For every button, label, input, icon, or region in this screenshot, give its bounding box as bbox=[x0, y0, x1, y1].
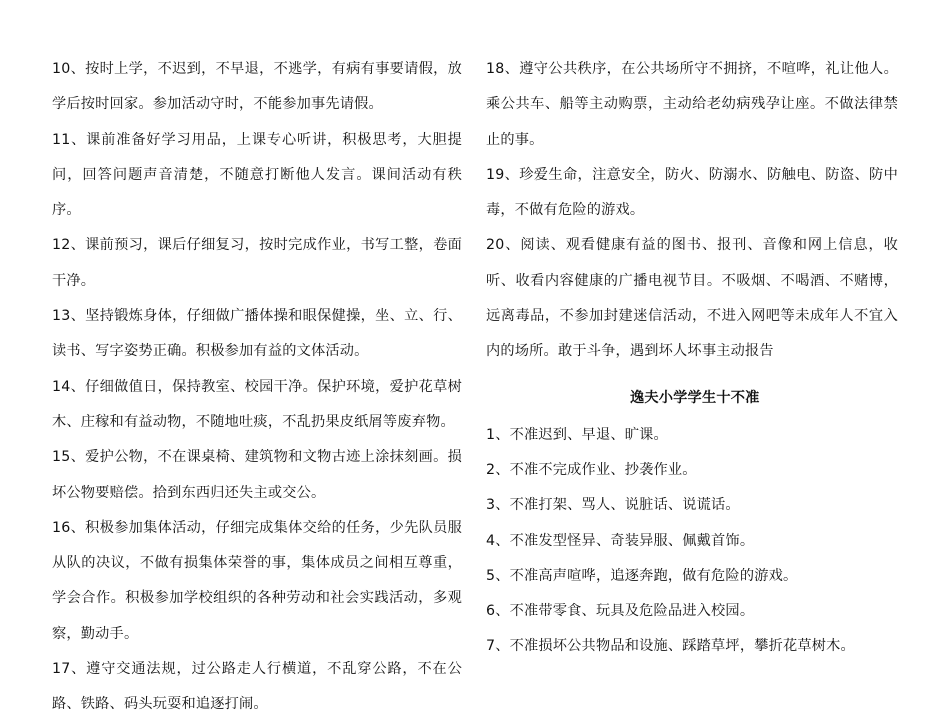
section-title: 逸夫小学学生十不准 bbox=[630, 389, 760, 406]
prohibition-item-1: 1、不准迟到、早退、旷课。 bbox=[486, 426, 668, 443]
rule-paragraph-17: 17、遵守交通法规，过公路走人行横道，不乱穿公路，不在公路、铁路、码头玩耍和追逐打闹。 bbox=[52, 661, 462, 713]
prohibition-item-2: 2、不准不完成作业、抄袭作业。 bbox=[486, 461, 697, 478]
prohibition-item-7: 7、不准损坏公共物品和设施、踩踏草坪，攀折花草树木。 bbox=[486, 638, 855, 655]
prohibition-item-4: 4、不准发型怪异、奇装异服、佩戴首饰。 bbox=[486, 532, 755, 549]
rule-paragraph-10: 10、按时上学，不迟到，不早退，不逃学，有病有事要请假，放学后按时回家。参加活动守时，不能参加事先请假。 bbox=[52, 61, 462, 113]
rule-paragraph-12: 12、课前预习，课后仔细复习，按时完成作业，书写工整，卷面干净。 bbox=[52, 237, 462, 289]
prohibition-item-6: 6、不准带零食、玩具及危险品进入校园。 bbox=[486, 603, 755, 620]
rule-paragraph-16: 16、积极参加集体活动，仔细完成集体交给的任务，少先队员服从队的决议，不做有损集体荣誉的事，集体成员之间相互尊重，学会合作。积极参加学校组织的各种劳动和社会实践活动，多观察，勤动手。 bbox=[52, 519, 462, 642]
prohibition-item-3: 3、不准打架、骂人、说脏话、说谎话。 bbox=[486, 497, 740, 514]
rule-paragraph-19: 19、珍爱生命，注意安全，防火、防溺水、防触电、防盗、防中毒，不做有危险的游戏。 bbox=[486, 166, 898, 219]
rule-paragraph-20: 20、阅读、观看健康有益的图书、报刊、音像和网上信息，收听、收看内容健康的广播电视节目。不吸烟、不喝酒、不赌博，远离毒品，不参加封建迷信活动，不进入网吧等未成年人不宜入内的场所。敢于斗争，遇到坏人坏事主动报告 bbox=[486, 237, 898, 360]
left-column bbox=[52, 52, 462, 723]
rule-paragraph-18: 18、遵守公共秩序，在公共场所守不拥挤，不喧哗，礼让他人。乘公共车、船等主动购票，主动给老幼病残孕让座。不做法律禁止的事。 bbox=[486, 61, 898, 148]
rule-paragraph-11: 11、课前准备好学习用品，上课专心听讲，积极思考，大胆提问，回答问题声音清楚，不随意打断他人发言。课间活动有秩序。 bbox=[52, 131, 462, 219]
rule-paragraph-15: 15、爱护公物，不在课桌椅、建筑物和文物古迹上涂抹刻画。损坏公物要赔偿。拾到东西归还失主或交公。 bbox=[52, 449, 462, 501]
rule-paragraph-14: 14、仔细做值日，保持教室、校园干净。保护环境，爱护花草树木、庄稼和有益动物，不随地吐痰，不乱扔果皮纸屑等废弃物。 bbox=[52, 378, 462, 430]
prohibition-item-5: 5、不准高声喧哗，追逐奔跑，做有危险的游戏。 bbox=[486, 567, 798, 584]
right-column bbox=[486, 52, 898, 665]
rule-paragraph-13: 13、坚持锻炼身体，仔细做广播体操和眼保健操，坐、立、行、读书、写字姿势正确。积极参加有益的文体活动。 bbox=[52, 308, 462, 360]
